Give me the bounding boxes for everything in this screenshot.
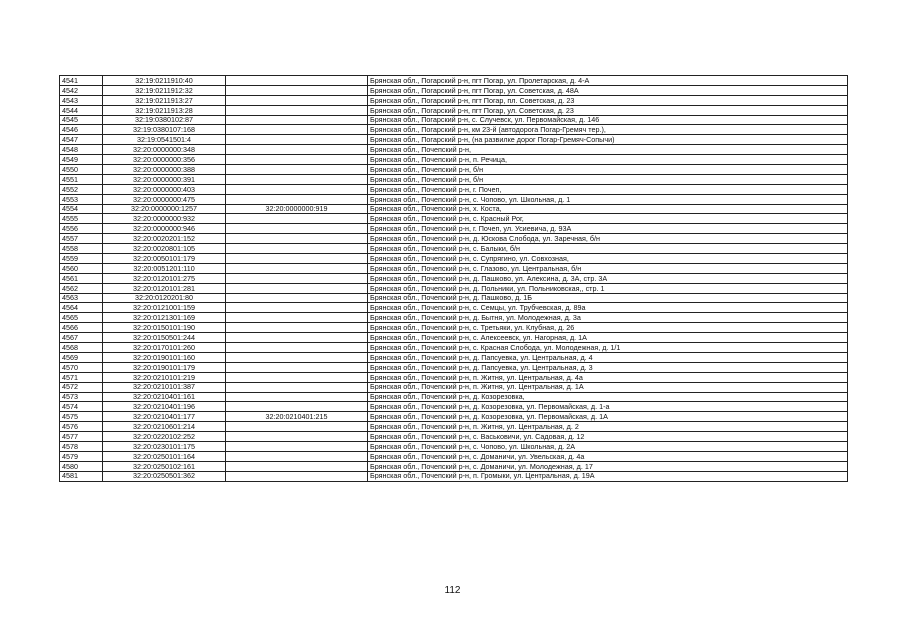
address-cell: Брянская обл., Почепский р-н, б/н — [368, 174, 848, 184]
table-row — [60, 224, 848, 234]
linked-cadastral-number-cell — [226, 333, 368, 343]
table-row — [60, 343, 848, 353]
linked-cadastral-number-cell — [226, 165, 368, 175]
cadastral-number-cell: 32:20:0170101:260 — [103, 343, 226, 353]
linked-cadastral-number-cell — [226, 194, 368, 204]
row-number-cell: 4559 — [60, 254, 103, 264]
linked-cadastral-number-cell — [226, 244, 368, 254]
row-number-cell: 4545 — [60, 115, 103, 125]
cadastral-number-cell: 32:20:0250501:362 — [103, 471, 226, 481]
linked-cadastral-number-cell — [226, 303, 368, 313]
table-row — [60, 135, 848, 145]
table-row — [60, 283, 848, 293]
row-number-cell: 4542 — [60, 85, 103, 95]
linked-cadastral-number-cell — [226, 471, 368, 481]
linked-cadastral-number-cell — [226, 125, 368, 135]
address-cell: Брянская обл., Почепский р-н, с. Красная Слобода, ул. Молодежная, д. 1/1 — [368, 343, 848, 353]
row-number-cell: 4562 — [60, 283, 103, 293]
address-cell: Брянская обл., Почепский р-н, д. Папсуевка, ул. Центральная, д. 4 — [368, 352, 848, 362]
address-cell: Брянская обл., Почепский р-н, — [368, 145, 848, 155]
linked-cadastral-number-cell — [226, 254, 368, 264]
table-row — [60, 382, 848, 392]
address-cell: Брянская обл., Почепский р-н, с. Глазово, ул. Центральная, б/н — [368, 263, 848, 273]
cadastral-number-cell: 32:19:0211910:40 — [103, 76, 226, 86]
cadastral-number-cell: 32:20:0000000:388 — [103, 165, 226, 175]
linked-cadastral-number-cell: 32:20:0210401:215 — [226, 412, 368, 422]
cadastral-number-cell: 32:20:0210601:214 — [103, 422, 226, 432]
row-number-cell: 4546 — [60, 125, 103, 135]
row-number-cell: 4549 — [60, 155, 103, 165]
linked-cadastral-number-cell — [226, 392, 368, 402]
address-cell: Брянская обл., Почепский р-н, х. Коста, — [368, 204, 848, 214]
table-row — [60, 422, 848, 432]
address-cell: Брянская обл., Почепский р-н, д. Козорезовка, ул. Первомайская, д. 1А — [368, 412, 848, 422]
linked-cadastral-number-cell — [226, 85, 368, 95]
table-row — [60, 174, 848, 184]
address-cell: Брянская обл., Почепский р-н, д. Юскова Слобода, ул. Заречная, б/н — [368, 234, 848, 244]
address-cell: Брянская обл., Погарский р-н, км 23-й (автодорога Погар-Гремяч тер.), — [368, 125, 848, 135]
linked-cadastral-number-cell — [226, 352, 368, 362]
linked-cadastral-number-cell — [226, 214, 368, 224]
row-number-cell: 4569 — [60, 352, 103, 362]
row-number-cell: 4561 — [60, 273, 103, 283]
linked-cadastral-number-cell — [226, 422, 368, 432]
cadastral-number-cell: 32:20:0020201:152 — [103, 234, 226, 244]
linked-cadastral-number-cell — [226, 283, 368, 293]
linked-cadastral-number-cell — [226, 76, 368, 86]
table-row — [60, 451, 848, 461]
registry-table-body — [60, 76, 848, 482]
cadastral-number-cell: 32:20:0150101:190 — [103, 323, 226, 333]
address-cell: Брянская обл., Почепский р-н, с. Доманичи, ул. Молодежная, д. 17 — [368, 461, 848, 471]
table-row — [60, 76, 848, 86]
address-cell: Брянская обл., Почепский р-н, д. Козорезовка, — [368, 392, 848, 402]
address-cell: Брянская обл., Почепский р-н, д. Папсуевка, ул. Центральная, д. 3 — [368, 362, 848, 372]
table-row — [60, 194, 848, 204]
cadastral-number-cell: 32:20:0120201:80 — [103, 293, 226, 303]
table-row — [60, 165, 848, 175]
row-number-cell: 4571 — [60, 372, 103, 382]
address-cell: Брянская обл., Почепский р-н, д. Козорезовка, ул. Первомайская, д. 1-а — [368, 402, 848, 412]
address-cell: Брянская обл., Почепский р-н, с. Чопово, ул. Школьная, д. 2А — [368, 441, 848, 451]
cadastral-number-cell: 32:20:0220102:252 — [103, 432, 226, 442]
cadastral-number-cell: 32:20:0121301:169 — [103, 313, 226, 323]
address-cell: Брянская обл., Почепский р-н, б/н — [368, 165, 848, 175]
cadastral-number-cell: 32:20:0050101:179 — [103, 254, 226, 264]
linked-cadastral-number-cell — [226, 382, 368, 392]
cadastral-number-cell: 32:19:0380107:168 — [103, 125, 226, 135]
address-cell: Брянская обл., Почепский р-н, п. Житня, ул. Центральная, д. 4а — [368, 372, 848, 382]
cadastral-number-cell: 32:19:0211912:32 — [103, 85, 226, 95]
linked-cadastral-number-cell — [226, 105, 368, 115]
table-row — [60, 155, 848, 165]
row-number-cell: 4567 — [60, 333, 103, 343]
table-row — [60, 145, 848, 155]
table-row — [60, 214, 848, 224]
address-cell: Брянская обл., Почепский р-н, д. Пашково, ул. Алексина, д. 3А, стр. 3А — [368, 273, 848, 283]
table-row — [60, 263, 848, 273]
cadastral-number-cell: 32:20:0000000:403 — [103, 184, 226, 194]
cadastral-number-cell: 32:19:0380102:87 — [103, 115, 226, 125]
cadastral-number-cell: 32:20:0210401:177 — [103, 412, 226, 422]
address-cell: Брянская обл., Погарский р-н, (на развилке дорог Погар-Гремяч-Сопычи) — [368, 135, 848, 145]
linked-cadastral-number-cell — [226, 323, 368, 333]
cadastral-number-cell: 32:20:0250102:161 — [103, 461, 226, 471]
linked-cadastral-number-cell — [226, 224, 368, 234]
linked-cadastral-number-cell — [226, 234, 368, 244]
table-row — [60, 313, 848, 323]
cadastral-number-cell: 32:20:0210101:387 — [103, 382, 226, 392]
address-cell: Брянская обл., Погарский р-н, пгт Погар, ул. Пролетарская, д. 4-А — [368, 76, 848, 86]
row-number-cell: 4563 — [60, 293, 103, 303]
address-cell: Брянская обл., Почепский р-н, с. Васьковичи, ул. Садовая, д. 12 — [368, 432, 848, 442]
row-number-cell: 4556 — [60, 224, 103, 234]
row-number-cell: 4560 — [60, 263, 103, 273]
cadastral-number-cell: 32:20:0121001:159 — [103, 303, 226, 313]
address-cell: Брянская обл., Погарский р-н, с. Случевск, ул. Первомайская, д. 146 — [368, 115, 848, 125]
row-number-cell: 4577 — [60, 432, 103, 442]
row-number-cell: 4557 — [60, 234, 103, 244]
row-number-cell: 4572 — [60, 382, 103, 392]
table-row — [60, 125, 848, 135]
linked-cadastral-number-cell — [226, 115, 368, 125]
table-row — [60, 333, 848, 343]
page-number: 112 — [444, 585, 461, 596]
linked-cadastral-number-cell — [226, 441, 368, 451]
table-row — [60, 234, 848, 244]
linked-cadastral-number-cell — [226, 343, 368, 353]
cadastral-number-cell: 32:19:0211913:27 — [103, 95, 226, 105]
row-number-cell: 4570 — [60, 362, 103, 372]
row-number-cell: 4550 — [60, 165, 103, 175]
cadastral-number-cell: 32:20:0230101:175 — [103, 441, 226, 451]
cadastral-number-cell: 32:20:0000000:475 — [103, 194, 226, 204]
linked-cadastral-number-cell: 32:20:0000000:919 — [226, 204, 368, 214]
linked-cadastral-number-cell — [226, 145, 368, 155]
linked-cadastral-number-cell — [226, 95, 368, 105]
address-cell: Брянская обл., Почепский р-н, г. Почеп, ул. Усиевича, д. 93А — [368, 224, 848, 234]
table-row — [60, 115, 848, 125]
row-number-cell: 4579 — [60, 451, 103, 461]
cadastral-number-cell: 32:20:0250101:164 — [103, 451, 226, 461]
linked-cadastral-number-cell — [226, 402, 368, 412]
row-number-cell: 4564 — [60, 303, 103, 313]
row-number-cell: 4581 — [60, 471, 103, 481]
row-number-cell: 4553 — [60, 194, 103, 204]
address-cell: Брянская обл., Почепский р-н, п. Житня, ул. Центральная, д. 2 — [368, 422, 848, 432]
linked-cadastral-number-cell — [226, 461, 368, 471]
row-number-cell: 4578 — [60, 441, 103, 451]
address-cell: Брянская обл., Почепский р-н, с. Алексеевск, ул. Нагорная, д. 1А — [368, 333, 848, 343]
table-row — [60, 254, 848, 264]
table-row — [60, 85, 848, 95]
table-row — [60, 372, 848, 382]
linked-cadastral-number-cell — [226, 362, 368, 372]
cadastral-number-cell: 32:20:0150501:244 — [103, 333, 226, 343]
linked-cadastral-number-cell — [226, 155, 368, 165]
linked-cadastral-number-cell — [226, 293, 368, 303]
address-cell: Брянская обл., Почепский р-н, с. Красный Рог, — [368, 214, 848, 224]
linked-cadastral-number-cell — [226, 184, 368, 194]
cadastral-number-cell: 32:20:0000000:348 — [103, 145, 226, 155]
address-cell: Брянская обл., Почепский р-н, с. Доманичи, ул. Увельская, д. 4а — [368, 451, 848, 461]
cadastral-number-cell: 32:20:0210401:196 — [103, 402, 226, 412]
row-number-cell: 4565 — [60, 313, 103, 323]
row-number-cell: 4576 — [60, 422, 103, 432]
cadastral-number-cell: 32:20:0051201:110 — [103, 263, 226, 273]
address-cell: Брянская обл., Почепский р-н, г. Почеп, — [368, 184, 848, 194]
row-number-cell: 4566 — [60, 323, 103, 333]
table-row — [60, 293, 848, 303]
row-number-cell: 4552 — [60, 184, 103, 194]
table-row — [60, 362, 848, 372]
row-number-cell: 4575 — [60, 412, 103, 422]
row-number-cell: 4547 — [60, 135, 103, 145]
table-row — [60, 441, 848, 451]
table-row — [60, 244, 848, 254]
address-cell: Брянская обл., Погарский р-н, пгт Погар, ул. Советская, д. 48А — [368, 85, 848, 95]
table-row — [60, 461, 848, 471]
address-cell: Брянская обл., Почепский р-н, с. Балыки, б/н — [368, 244, 848, 254]
table-row — [60, 323, 848, 333]
linked-cadastral-number-cell — [226, 313, 368, 323]
address-cell: Брянская обл., Почепский р-н, с. Семцы, ул. Трубчевская, д. 89а — [368, 303, 848, 313]
table-row — [60, 402, 848, 412]
linked-cadastral-number-cell — [226, 135, 368, 145]
address-cell: Брянская обл., Почепский р-н, п. Речица, — [368, 155, 848, 165]
cadastral-number-cell: 32:20:0020801:105 — [103, 244, 226, 254]
cadastral-number-cell: 32:20:0120101:281 — [103, 283, 226, 293]
address-cell: Брянская обл., Почепский р-н, п. Житня, ул. Центральная, д. 1А — [368, 382, 848, 392]
table-row — [60, 471, 848, 481]
table-row — [60, 273, 848, 283]
table-row — [60, 392, 848, 402]
address-cell: Брянская обл., Погарский р-н, пгт Погар, ул. Советская, д. 23 — [368, 105, 848, 115]
table-row — [60, 432, 848, 442]
linked-cadastral-number-cell — [226, 451, 368, 461]
cadastral-number-cell: 32:20:0000000:391 — [103, 174, 226, 184]
address-cell: Брянская обл., Почепский р-н, с. Третьяки, ул. Клубная, д. 26 — [368, 323, 848, 333]
table-row — [60, 184, 848, 194]
table-row — [60, 95, 848, 105]
cadastral-number-cell: 32:20:0000000:356 — [103, 155, 226, 165]
cadastral-number-cell: 32:20:0190101:160 — [103, 352, 226, 362]
cadastral-number-cell: 32:19:0541501:4 — [103, 135, 226, 145]
row-number-cell: 4558 — [60, 244, 103, 254]
address-cell: Брянская обл., Почепский р-н, д. Польники, ул. Польниковская,, стр. 1 — [368, 283, 848, 293]
cadastral-number-cell: 32:20:0210101:219 — [103, 372, 226, 382]
address-cell: Брянская обл., Почепский р-н, с. Чопово, ул. Школьная, д. 1 — [368, 194, 848, 204]
linked-cadastral-number-cell — [226, 263, 368, 273]
cadastral-number-cell: 32:20:0210401:161 — [103, 392, 226, 402]
cadastral-number-cell: 32:20:0000000:946 — [103, 224, 226, 234]
address-cell: Брянская обл., Почепский р-н, п. Громыки, ул. Центральная, д. 19А — [368, 471, 848, 481]
row-number-cell: 4554 — [60, 204, 103, 214]
row-number-cell: 4544 — [60, 105, 103, 115]
table-row — [60, 352, 848, 362]
row-number-cell: 4548 — [60, 145, 103, 155]
row-number-cell: 4573 — [60, 392, 103, 402]
row-number-cell: 4555 — [60, 214, 103, 224]
address-cell: Брянская обл., Почепский р-н, д. Пашково, д. 1Б — [368, 293, 848, 303]
cadastral-number-cell: 32:20:0120101:275 — [103, 273, 226, 283]
address-cell: Брянская обл., Почепский р-н, д. Бытня, ул. Молодежная, д. 3а — [368, 313, 848, 323]
table-row — [60, 204, 848, 214]
linked-cadastral-number-cell — [226, 432, 368, 442]
registry-table — [59, 75, 848, 482]
table-row — [60, 412, 848, 422]
address-cell: Брянская обл., Почепский р-н, с. Супрягино, ул. Совхозная, — [368, 254, 848, 264]
cadastral-number-cell: 32:20:0190101:179 — [103, 362, 226, 372]
linked-cadastral-number-cell — [226, 372, 368, 382]
row-number-cell: 4543 — [60, 95, 103, 105]
cadastral-number-cell: 32:20:0000000:932 — [103, 214, 226, 224]
row-number-cell: 4580 — [60, 461, 103, 471]
linked-cadastral-number-cell — [226, 273, 368, 283]
table-row — [60, 105, 848, 115]
address-cell: Брянская обл., Погарский р-н, пгт Погар, пл. Советская, д. 23 — [368, 95, 848, 105]
cadastral-number-cell: 32:20:0000000:1257 — [103, 204, 226, 214]
cadastral-number-cell: 32:19:0211913:28 — [103, 105, 226, 115]
table-row — [60, 303, 848, 313]
row-number-cell: 4568 — [60, 343, 103, 353]
row-number-cell: 4551 — [60, 174, 103, 184]
row-number-cell: 4574 — [60, 402, 103, 412]
row-number-cell: 4541 — [60, 76, 103, 86]
linked-cadastral-number-cell — [226, 174, 368, 184]
